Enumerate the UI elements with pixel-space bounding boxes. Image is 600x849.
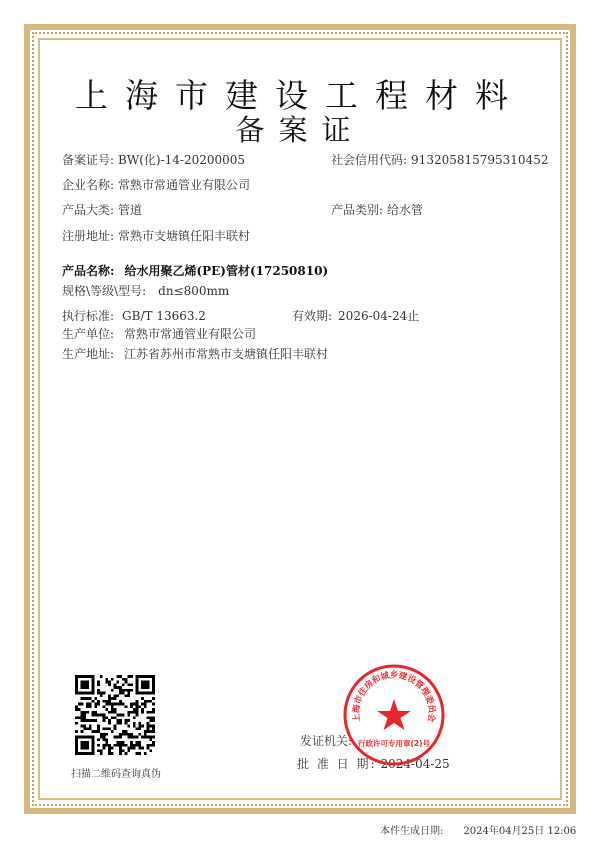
generated-label: 本件生成日期:	[380, 826, 444, 837]
product-type-value: 给水管	[387, 203, 424, 217]
reg-address-value: 常熟市支塘镇任阳丰联村	[118, 229, 251, 243]
prod-address-label: 生产地址:	[62, 347, 115, 361]
record-no-row	[62, 152, 245, 168]
credit-code-label: 社会信用代码:	[331, 153, 408, 167]
record-no-value: BW(化)-14-20200005	[118, 153, 246, 167]
spec-row	[62, 283, 229, 299]
approve-date: 2024-04-25	[380, 757, 450, 771]
category-value: 管道	[118, 203, 143, 217]
certificate-subtitle: 备案证	[235, 113, 365, 147]
spec-value: dn≤800mm	[158, 284, 230, 298]
product-name-row	[62, 263, 328, 279]
issuer-label: 发证机关:	[300, 734, 353, 748]
generated-date-row	[380, 822, 576, 837]
standard-row	[62, 308, 206, 324]
company-label: 企业名称:	[62, 178, 115, 192]
company-row	[62, 177, 250, 193]
product-name-value: 给水用聚乙烯(PE)管材(17250810)	[124, 264, 329, 278]
valid-row	[292, 308, 419, 324]
qr-caption: 扫描二维码查询真伪	[71, 769, 161, 780]
qr-code[interactable]	[75, 675, 155, 755]
category-label: 产品大类:	[62, 203, 115, 217]
seal-arc-text: 上海市住房和城乡建设管理委员会	[351, 670, 437, 723]
seal-bottom-text: 行政许可专用章(2)号	[357, 739, 431, 748]
credit-code-row	[331, 152, 548, 168]
credit-code-value: 913205815795310452	[411, 153, 549, 167]
product-type-label: 产品类别:	[331, 203, 384, 217]
producer-label: 生产单位:	[62, 327, 115, 341]
standard-value: GB/T 13663.2	[122, 309, 206, 323]
approve-label: 批 准 日 期:	[297, 757, 377, 771]
record-no-label: 备案证号:	[62, 153, 115, 167]
prod-address-row	[62, 346, 328, 362]
category-row	[62, 202, 142, 218]
producer-row	[62, 326, 256, 342]
star-icon	[377, 699, 411, 730]
standard-label: 执行标准:	[62, 309, 115, 323]
prod-address-value: 江苏省苏州市常熟市支塘镇任阳丰联村	[124, 347, 329, 361]
spec-label: 规格\等级\型号:	[62, 284, 147, 298]
reg-address-row	[62, 228, 250, 244]
product-name-label: 产品名称:	[62, 264, 115, 278]
valid-value: 2026-04-24止	[338, 309, 420, 323]
certificate-title: 上海市建设工程材料	[75, 76, 525, 115]
company-value: 常熟市常通管业有限公司	[118, 178, 251, 192]
generated-time: 2024年04月25日 12:06	[463, 826, 577, 837]
producer-value: 常熟市常通管业有限公司	[124, 327, 257, 341]
official-seal	[342, 663, 446, 767]
valid-label: 有效期:	[292, 309, 333, 323]
reg-address-label: 注册地址:	[62, 229, 115, 243]
product-type-row	[331, 202, 423, 218]
